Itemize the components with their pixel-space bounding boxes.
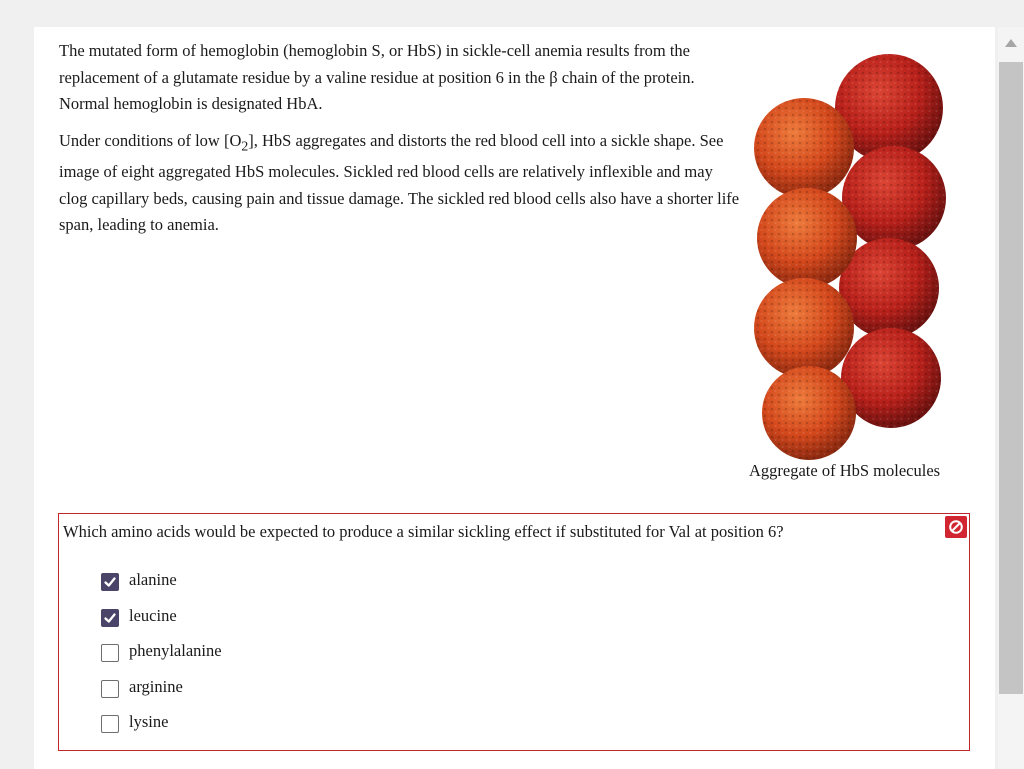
red-molecule-2: [842, 146, 946, 250]
no-entry-icon-glyph: [948, 519, 964, 535]
passage-p2-end: ], HbS aggregates and distorts the red blood cell into a sickle shape. See image of eight aggregated HbS molecules. Sickled red blood cells are relatively inflexible and may clog capillary beds, causing pain and tissue damage. The sickled red blood cells also have a shorter life span, leading to anemia.: [59, 130, 740, 235]
checkbox-phenylalanine[interactable]: [101, 644, 119, 662]
passage-text: [59, 38, 744, 249]
figure-caption: Aggregate of HbS molecules: [749, 461, 941, 480]
no-entry-icon[interactable]: [945, 516, 967, 538]
option-label: lysine: [129, 712, 169, 731]
content-card: [34, 27, 995, 769]
passage-p2-start: Under conditions of low [O: [59, 130, 242, 150]
question-prompt: Which amino acids would be expected to produce a similar sickling effect if substituted for Val at position 6?: [63, 522, 784, 541]
option-label: phenylalanine: [129, 641, 222, 660]
checkbox-leucine[interactable]: [101, 609, 119, 627]
checkbox-arginine[interactable]: [101, 680, 119, 698]
orange-molecule-3: [754, 278, 854, 378]
hbs-aggregate-illustration: [749, 43, 989, 463]
orange-molecule-4: [762, 366, 856, 460]
checkbox-lysine[interactable]: [101, 715, 119, 733]
option-label: alanine: [129, 570, 177, 589]
vertical-scrollbar[interactable]: [998, 27, 1024, 769]
scroll-up-arrow-icon[interactable]: [1004, 38, 1018, 48]
passage-paragraph-1: The mutated form of hemoglobin (hemoglobin S, or HbS) in sickle-cell anemia results from the replacement of a glutamate residue by a valine residue at position 6 in the β chain of the protein. Normal hemoglobin is designated HbA.: [59, 41, 695, 113]
hbs-aggregate-image: [749, 43, 989, 483]
passage-paragraph-2: [59, 128, 744, 239]
checkbox-alanine[interactable]: [101, 573, 119, 591]
orange-molecule-2: [757, 188, 857, 288]
checkmark-icon: [103, 575, 117, 589]
option-label: leucine: [129, 605, 177, 625]
checkmark-icon: [103, 611, 117, 625]
question-box: [58, 513, 970, 751]
option-label: arginine: [129, 676, 183, 696]
passage-p2-subscript: 2: [241, 137, 249, 153]
scrollbar-thumb[interactable]: [999, 62, 1023, 694]
orange-molecule-1: [754, 98, 854, 198]
